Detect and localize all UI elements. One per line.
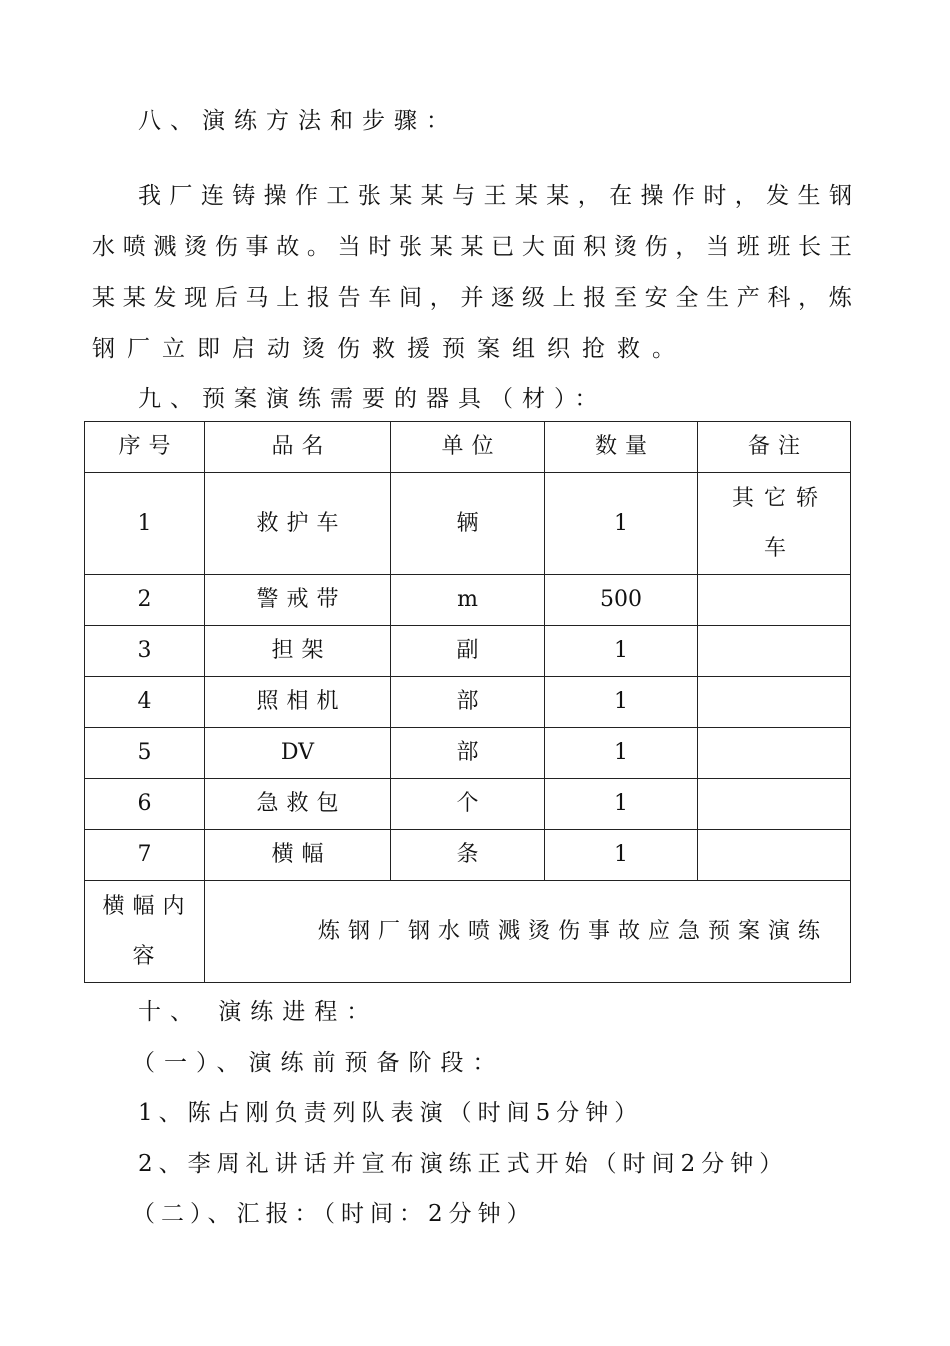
cell-name: 横幅: [205, 830, 391, 881]
cell-qty: 1: [545, 779, 698, 830]
table-row: [85, 830, 851, 881]
cell-unit: 个: [391, 779, 545, 830]
table-row: [85, 473, 851, 575]
table-row: [85, 728, 851, 779]
cell-note: [698, 626, 851, 677]
step-1: 1、陈占刚负责列队表演（时间5分钟）: [138, 1100, 644, 1126]
section-9-heading: 九、预案演练需要的器具（材）：: [138, 386, 607, 412]
cell-no: 2: [85, 575, 205, 626]
cell-unit: 部: [391, 728, 545, 779]
table-row: [85, 779, 851, 830]
banner-content: 炼钢厂钢水喷溅烫伤事故应急预案演练: [205, 881, 851, 983]
header-unit: 单位: [391, 422, 545, 473]
table-row: [85, 626, 851, 677]
cell-qty: 1: [545, 473, 698, 575]
cell-unit: m: [391, 575, 545, 626]
section-8-heading: 八、演练方法和步骤：: [138, 108, 458, 134]
stage-2-heading: （二）、汇报：（时间：2分钟）: [132, 1201, 536, 1227]
cell-no: 3: [85, 626, 205, 677]
cell-qty: 500: [545, 575, 698, 626]
header-no: 序号: [85, 422, 205, 473]
cell-note: [698, 677, 851, 728]
paragraph-line-2: 水 喷 溅 烫 伤 事 故 。 当 时 张 某 某 已 大 面 积 烫 伤 ， 当 班 班 长 王: [92, 234, 852, 260]
cell-qty: 1: [545, 728, 698, 779]
section-10-heading: 十、 演练进程：: [138, 999, 379, 1025]
cell-unit: 条: [391, 830, 545, 881]
cell-name: 警戒带: [205, 575, 391, 626]
cell-qty: 1: [545, 830, 698, 881]
header-qty: 数量: [545, 422, 698, 473]
equipment-table: [84, 421, 851, 983]
banner-label: 横幅内容: [85, 881, 205, 983]
cell-no: 1: [85, 473, 205, 575]
cell-qty: 1: [545, 626, 698, 677]
cell-name: 救护车: [205, 473, 391, 575]
header-note: 备注: [698, 422, 851, 473]
cell-name: 担架: [205, 626, 391, 677]
cell-no: 7: [85, 830, 205, 881]
cell-qty: 1: [545, 677, 698, 728]
cell-note: [698, 830, 851, 881]
banner-row: [85, 881, 851, 983]
header-name: 品名: [205, 422, 391, 473]
cell-unit: 部: [391, 677, 545, 728]
stage-1-heading: （一）、演练前预备阶段：: [132, 1050, 505, 1076]
cell-note: [698, 728, 851, 779]
paragraph-line-4: 钢厂立即启动烫伤救援预案组织抢救。: [92, 336, 687, 362]
cell-no: 6: [85, 779, 205, 830]
cell-unit: 辆: [391, 473, 545, 575]
table-header-row: [85, 422, 851, 473]
cell-note: 其它轿车: [698, 473, 851, 575]
cell-note: [698, 779, 851, 830]
cell-name: 照相机: [205, 677, 391, 728]
cell-name: 急救包: [205, 779, 391, 830]
cell-unit: 副: [391, 626, 545, 677]
table-row: [85, 575, 851, 626]
paragraph-line-1: 我 厂 连 铸 操 作 工 张 某 某 与 王 某 某 ， 在 操 作 时 ， 发 生 钢: [138, 183, 852, 209]
cell-no: 4: [85, 677, 205, 728]
step-2: 2、李周礼讲话并宣布演练正式开始（时间2分钟）: [138, 1151, 789, 1177]
table-row: [85, 677, 851, 728]
cell-name: DV: [205, 728, 391, 779]
cell-no: 5: [85, 728, 205, 779]
paragraph-line-3: 某 某 发 现 后 马 上 报 告 车 间 ， 并 逐 级 上 报 至 安 全 生 产 科 ， 炼: [92, 285, 852, 311]
cell-note: [698, 575, 851, 626]
